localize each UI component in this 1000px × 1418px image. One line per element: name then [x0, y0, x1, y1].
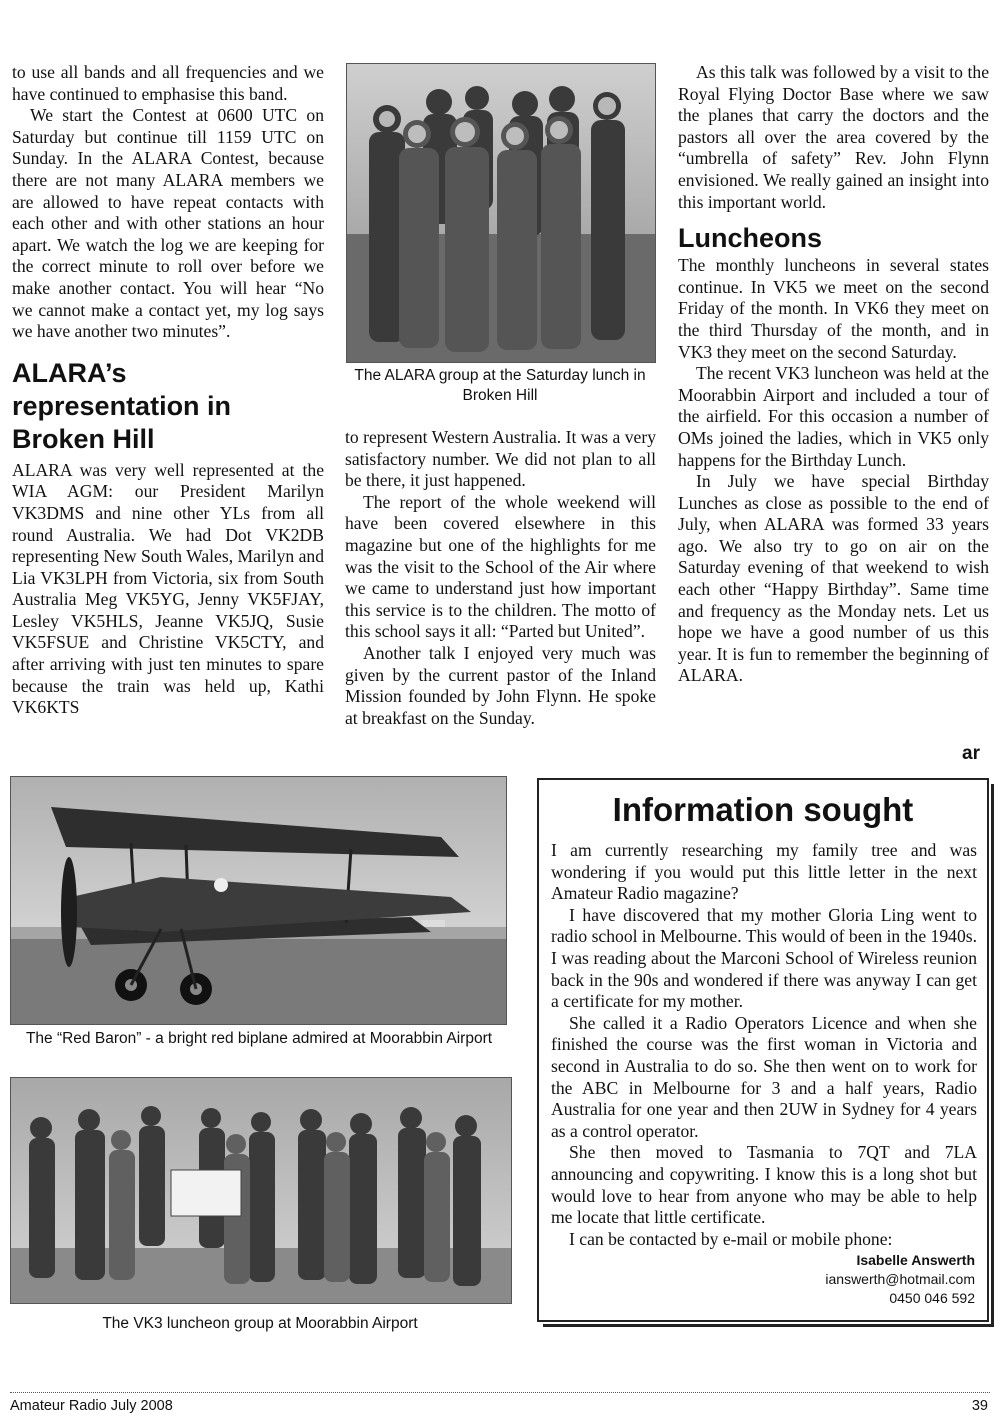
vk3-luncheon-group-photo [10, 1077, 512, 1304]
contact-email[interactable]: ianswerth@hotmail.com [825, 1271, 975, 1287]
letter-paragraph: She then moved to Tasmania to 7QT and 7LA announcing and copywriting. I know this is a long shot but would love to hear from anyone who may be able to help me locate that little certificate. [551, 1142, 977, 1228]
letter-paragraph: I can be contacted by e-mail or mobile phone: [569, 1228, 893, 1249]
alara-group-photo-caption: The ALARA group at the Saturday lunch in Broken Hill [354, 367, 646, 404]
information-sought-box [537, 778, 989, 1322]
contact-details [825, 1251, 975, 1308]
contact-phone: 0450 046 592 [889, 1290, 975, 1306]
heading-line: ALARA’s [12, 357, 127, 388]
alara-group-photo-image [347, 64, 655, 362]
col2-paragraph: The report of the whole weekend will have been covered elsewhere in this magazine but one of the highlights for me was the visit to the School of the Air where we came to understand just how important this service is to the children. The motto of this school says it all: “Parted but United”. [345, 491, 656, 642]
column-3 [678, 62, 989, 687]
information-sought-title: Information sought [612, 791, 914, 828]
col1-paragraph: to use all bands and all frequencies and we have continued to emphasise this band. [12, 62, 324, 104]
section-heading-alara-representation [12, 357, 324, 456]
col2-paragraph: to represent Western Australia. It was a very satisfactory number. We did not plan to all be there, it just happened. [345, 427, 656, 491]
column-2 [345, 427, 656, 729]
biplane-photo-caption: The “Red Baron” - a bright red biplane admired at Moorabbin Airport [25, 1030, 493, 1047]
heading-line: representation in [12, 390, 232, 421]
section-heading-luncheons: Luncheons [678, 223, 823, 254]
col1-paragraph: ALARA was very well represented at the WIA AGM: our President Marilyn VK3DMS and nine other YLs from all round Australia. We had Dot VK2DB representing New South Wales, Marilyn and Lia VK3LPH from Victoria, six from South Australia Meg VK5YG, Jenny VK5FJAY, Lesley VK5HLS, Jeanne VK5JQ, Susie VK5FSUE and Christine VK5CTY, and after arriving with just ten minutes to spare because the train was held up, Kathi VK6KTS [12, 459, 324, 718]
column-1 [12, 62, 324, 719]
col3-paragraph: As this talk was followed by a visit to the Royal Flying Doctor Base where we saw the planes that carry the doctors and the pastors all over the area covered by the “umbrella of safety” Rev. John Flynn envisioned. We really gained an insight into this important world. [678, 62, 989, 212]
end-of-article-mark: ar [962, 743, 980, 764]
vk3-luncheon-group-photo-caption: The VK3 luncheon group at Moorabbin Airport [102, 1315, 418, 1332]
col3-paragraph: The monthly luncheons in several states continue. In VK5 we meet on the second Friday of the month. In VK6 they meet on the third Thursday of the month, and in VK3 they meet on the second Saturday. [678, 255, 989, 362]
col2-paragraph: Another talk I enjoyed very much was given by the current pastor of the Inland Mission founded by John Flynn. He spoke at breakfast on the Sunday. [345, 642, 656, 728]
contact-name: Isabelle Answerth [856, 1252, 975, 1268]
page-number: 39 [971, 1398, 988, 1414]
col3-paragraph: The recent VK3 luncheon was held at the Moorabbin Airport and included a tour of the airfield. For this occasion a number of OMs joined the ladies, which in VK5 only happens for the Birthday Lunch. [678, 363, 989, 470]
biplane-photo [10, 776, 507, 1025]
publication-issue: Amateur Radio July 2008 [10, 1398, 173, 1414]
page-footer [10, 1392, 990, 1414]
heading-line: Broken Hill [12, 423, 155, 454]
letter-paragraph: I have discovered that my mother Gloria Ling went to radio school in Melbourne. This would of been in the 1940s. I was reading about the Marconi School of Wireless reunion back in the 90s and wondered if there was anyway I can get a certificate for my mother. [551, 904, 977, 1012]
col1-paragraph: We start the Contest at 0600 UTC on Saturday but continue till 1159 UTC on Sunday. In the ALARA Contest, because there are not many ALARA members we are allowed to have repeat contacts with each other and with other stations an hour apart. We watch the log we are keeping for the correct minute to roll over before we make another contact. You will hear “No we cannot make a contact yet, my log says we have another two minutes”. [12, 105, 324, 342]
alara-group-photo [346, 63, 656, 363]
letter-paragraph: I am currently researching my family tree and was wondering if you would put this little letter in the next Amateur Radio magazine? [551, 840, 977, 904]
information-sought-body [551, 840, 977, 1250]
biplane-photo-image [11, 777, 506, 1024]
vk3-luncheon-group-photo-image [11, 1078, 511, 1303]
letter-paragraph: She called it a Radio Operators Licence and when she finished the course was the first woman in Victoria and second in Australia to do so. She then went on to work for the ABC in Melbourne for 3 and a half years, Radio Australia for one year and then 2UW in Sydney for 4 years as a control operator. [551, 1012, 977, 1141]
col3-paragraph: In July we have special Birthday Lunches as close as possible to the end of July, when ALARA was formed 33 years ago. We also try to go on air on the Saturday evening of that weekend to wish each other “Happy Birthday”. Same time and frequency as the Monday nets. Let us hope we have a good number of us this year. It is fun to remember the beginning of ALARA. [678, 471, 989, 686]
